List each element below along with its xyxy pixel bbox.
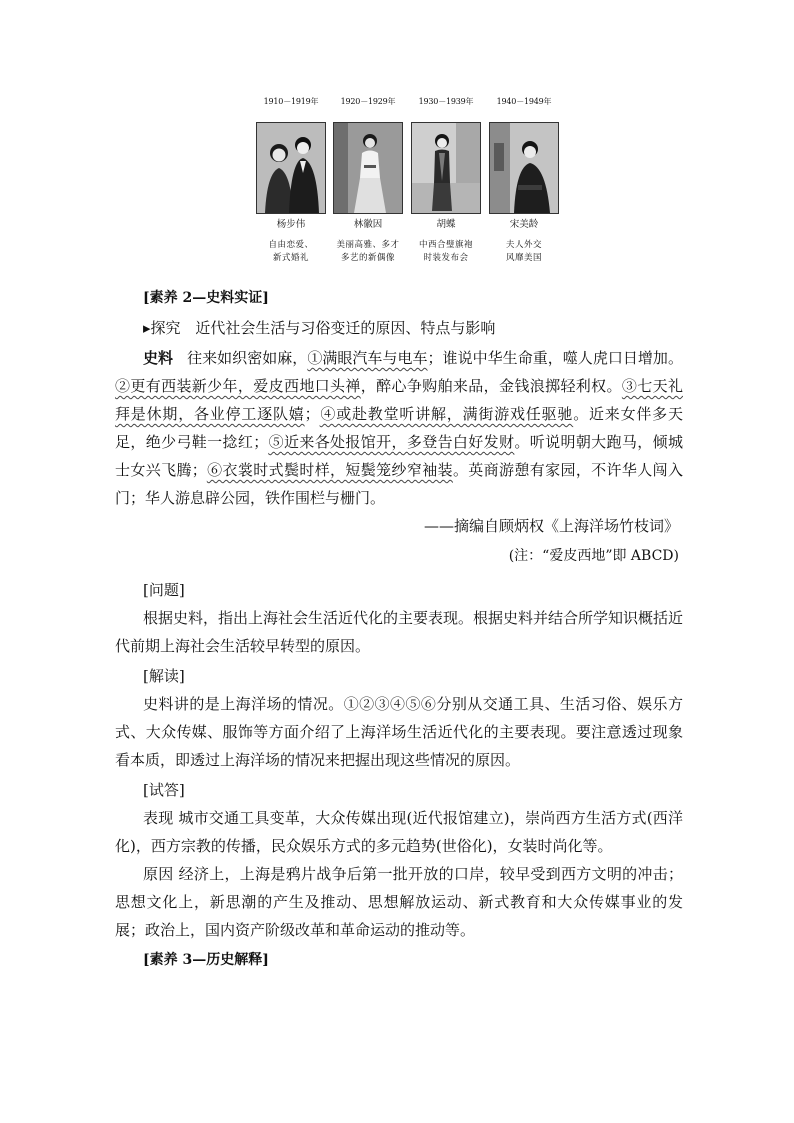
- figure-column-1: [255, 96, 327, 265]
- section-heading-2: [素养 2—史料实证]: [143, 290, 269, 306]
- photo-song-meiling: [489, 122, 559, 214]
- caption-line-2: 时装发布会: [423, 253, 469, 263]
- photo-yang-buwei: [256, 122, 326, 214]
- source-note: (注：“爱皮西地”即 ABCD): [508, 548, 679, 564]
- source-marked-3: ③七天礼拜是休期，各业停工逐队嬉: [115, 377, 683, 423]
- person-name: 杨步伟: [276, 219, 306, 230]
- document-body: [115, 284, 683, 974]
- person-caption: [255, 239, 327, 265]
- explore-marker: ▸探究: [143, 319, 181, 337]
- caption-line-2: 多艺的新偶像: [340, 253, 395, 263]
- source-marked-4: ④或赴教堂听讲解，满街游戏任驱驰: [319, 405, 574, 423]
- historical-photo-figure: [255, 96, 565, 271]
- era-label: 1930－1939年: [418, 97, 474, 106]
- source-text: 。近来女伴多天足，绝少弓鞋一捻红；: [115, 405, 683, 451]
- source-marked-2: ②更有西装新少年，爱皮西地口头禅: [115, 377, 361, 395]
- caption-line-2: 风靡美国: [505, 253, 542, 263]
- person-caption: [332, 239, 404, 265]
- person-name: 宋美龄: [509, 219, 539, 230]
- source-text: 。英商游憩有家园，不许华人闯入门；华人游息辟公园，铁作围栏与栅门。: [115, 461, 683, 507]
- person-caption: [488, 239, 560, 265]
- reading-text: 史料讲的是上海洋场的情况。①②③④⑤⑥分别从交通工具、生活习俗、娱乐方式、大众传媒、服饰等方面介绍了上海洋场生活近代化的主要表现。要注意透过现象看本质，即透过上海洋场的情况来把握出现这些情况的原因。: [115, 695, 683, 769]
- person-name: 胡蝶: [436, 219, 456, 230]
- caption-line-1: 自由恋爱、: [268, 240, 314, 250]
- explore-line: [143, 314, 683, 342]
- question-label: [问题]: [143, 581, 185, 599]
- answer-reasons: 原因 经济上，上海是鸦片战争后第一批开放的口岸，较早受到西方文明的冲击；思想文化上，新思潮的产生及推动、思想解放运动、新式教育和大众传媒事业的发展；政治上，国内资产阶级改革和革命运动的推动等。: [115, 865, 683, 939]
- source-text: ，醉心争购舶来品，金钱浪掷轻利权。: [360, 377, 622, 395]
- caption-line-1: 中西合璧旗袍: [418, 240, 473, 250]
- caption-line-2: 新式婚礼: [272, 253, 309, 263]
- explore-title: 近代社会生活与习俗变迁的原因、特点与影响: [195, 319, 496, 337]
- source-marked-6: ⑥衣裳时式鬓时样，短鬓笼纱窄袖装: [206, 461, 453, 479]
- source-text: 往来如织密如麻，: [187, 349, 308, 367]
- question-text: 根据史料，指出上海社会生活近代化的主要表现。根据史料并结合所学知识概括近代前期上海社会生活较早转型的原因。: [115, 609, 684, 655]
- figure-column-2: [332, 96, 404, 265]
- answer-performance: 表现 城市交通工具变革，大众传媒出现(近代报馆建立)，崇尚西方生活方式(西洋化)，西方宗教的传播，民众娱乐方式的多元趋势(世俗化)，女装时尚化等。: [115, 809, 683, 855]
- source-citation: ——摘编自顾炳权《上海洋场竹枝词》: [423, 517, 679, 535]
- source-marked-5: ⑤近来各处报馆开，多登告白好发财: [268, 433, 515, 451]
- caption-line-1: 美丽高雅、多才: [336, 240, 400, 250]
- reading-label: [解读]: [143, 667, 185, 685]
- photo-hu-die: [411, 122, 481, 214]
- photo-lin-huiyin: [333, 122, 403, 214]
- section-heading-3: [素养 3—历史解释]: [143, 952, 269, 968]
- person-caption: [410, 239, 482, 265]
- source-label: 史料: [143, 349, 174, 367]
- figure-column-3: [410, 96, 482, 265]
- answer-label: [试答]: [143, 781, 185, 799]
- source-text: ；: [304, 405, 320, 423]
- figure-column-4: [488, 96, 560, 265]
- source-text: 。听说明朝大跑马，倾城士女兴飞腾；: [115, 433, 683, 479]
- source-text: ；谁说中华生命重，噬人虎口日增加。: [427, 349, 683, 367]
- era-label: 1940－1949年: [496, 97, 552, 106]
- era-label: 1920－1929年: [340, 97, 396, 106]
- caption-line-1: 夫人外交: [505, 240, 542, 250]
- person-name: 林徽因: [353, 219, 383, 230]
- source-marked-1: ①满眼汽车与电车: [307, 349, 428, 367]
- era-label: 1910－1919年: [263, 97, 319, 106]
- source-passage: [115, 344, 683, 512]
